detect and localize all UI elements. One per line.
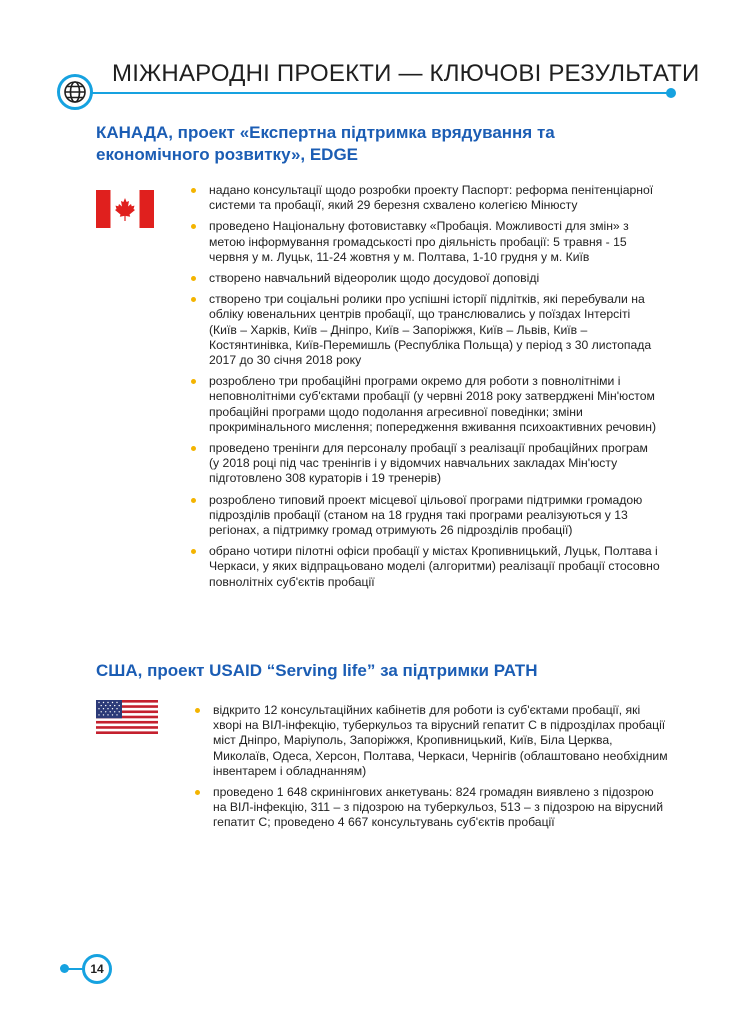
page-number-dot — [60, 964, 69, 973]
list-item — [195, 785, 670, 831]
section-title-usa: США, проект USAID “Serving life” за підтримки PATH — [96, 661, 538, 680]
header-rule — [92, 92, 670, 94]
list-item — [191, 544, 661, 590]
bullet-dot — [191, 549, 196, 554]
bullet-dot — [191, 498, 196, 503]
list-item — [195, 703, 670, 779]
header-rule-end-dot — [666, 88, 676, 98]
canada-results-list — [191, 183, 661, 596]
list-item — [191, 292, 661, 368]
list-item — [191, 374, 661, 435]
section-title-canada: КАНАДА, проект «Експертна підтримка врядування та економічного розвитку», EDGE — [96, 123, 555, 164]
bullet-dot — [195, 790, 200, 795]
list-item-text: проведено 1 648 скринінгових анкетувань: 824 громадян виявлено з підозрою на ВІЛ-інфекцію, 311 – з підозрою на туберкульоз, 513 – з підозрою на вірусний гепатит С; проведено 4 667 консультувань суб'єктів пробації — [213, 785, 664, 830]
list-item — [191, 183, 661, 213]
canada-flag-icon — [96, 190, 154, 228]
list-item-text: створено навчальний відеоролик щодо досудової доповіді — [209, 271, 540, 286]
bullet-dot — [191, 379, 196, 384]
bullet-dot — [191, 446, 196, 451]
list-item — [191, 441, 661, 487]
usa-flag-icon — [96, 700, 158, 734]
list-item-text: створено три соціальні ролики про успішні історії підлітків, які перебували на обліку ювенальних центрів пробації, що транслювались у поїздах Інтерсіті (Київ – Харків, Київ – Дніпро, Київ – Запоріжжя, Київ – Львів, Київ – Костянтинівка, Київ-Перемишль (Республіка Польща) у період з 30 листопада 2017 до 30 січня 2018 року — [209, 292, 652, 368]
globe-icon — [57, 74, 93, 110]
list-item-text: надано консультації щодо розробки проекту Паспорт: реформа пенітенціарної системи та пробації, який 29 березня схвалено колегією Мінюсту — [209, 183, 654, 213]
bullet-dot — [191, 188, 196, 193]
list-item — [191, 219, 661, 265]
page-number: 14 — [82, 954, 112, 984]
page-title: МІЖНАРОДНІ ПРОЕКТИ — КЛЮЧОВІ РЕЗУЛЬТАТИ — [112, 60, 700, 87]
bullet-dot — [191, 297, 196, 302]
list-item-text: розроблено типовий проект місцевої цільової програми підтримки громадою підрозділів пробації (станом на 18 грудня такі програми реалізуються у 13 регіонах, а підтримку громад отримують 26 підрозділів пробації) — [209, 492, 643, 538]
usa-results-list — [195, 703, 670, 837]
list-item-text: обрано чотири пілотні офіси пробації у містах Кропивницький, Луцьк, Полтава і Черкаси, у яких відпрацьовано моделі (алгоритми) реалізації пробації стосовно повнолітніх суб'єктів пробації — [209, 544, 660, 589]
list-item-text: розроблено три пробаційні програми окремо для роботи з повнолітніми і неповнолітніми суб'єктами пробації (у червні 2018 року затверджені Мін'юстом пробаційні програми щодо подолання агресивної поведінки; зміни прокримінального мислення; попередження вживання психоактивних речовин) — [209, 374, 657, 434]
bullet-dot — [191, 276, 196, 281]
list-item-text: проведено тренінги для персоналу пробації з реалізації пробаційних програм (у 2018 році під час тренінгів і у відомчих навчальних закладах Мін'юсту підготовлено 308 кураторів і 19 тренерів) — [209, 441, 648, 486]
list-item-text: проведено Національну фотовиставку «Пробація. Можливості для змін» з метою інформування громадськості про діяльність пробації: 5 травня - 15 червня у м. Луцьк, 11-24 жовтня у м. Полтава, 1-10 грудня у м. Київ — [209, 219, 629, 264]
bullet-dot — [191, 224, 196, 229]
list-item-text: відкрито 12 консультаційних кабінетів для роботи із суб'єктами пробації, які хворі на ВІЛ-інфекцію, туберкульоз та вірусний гепатит С в підрозділах пробації міст Дніпро, Маріуполь, Запоріжжя, Кропивницький, Київ, Біла Церква, Миколаїв, Одеса, Херсон, Полтава, Черкаси, Чернігів (облаштовано необхідним інвентарем і обладнанням) — [213, 703, 668, 778]
list-item — [191, 493, 661, 539]
list-item — [191, 271, 661, 286]
bullet-dot — [195, 708, 200, 713]
